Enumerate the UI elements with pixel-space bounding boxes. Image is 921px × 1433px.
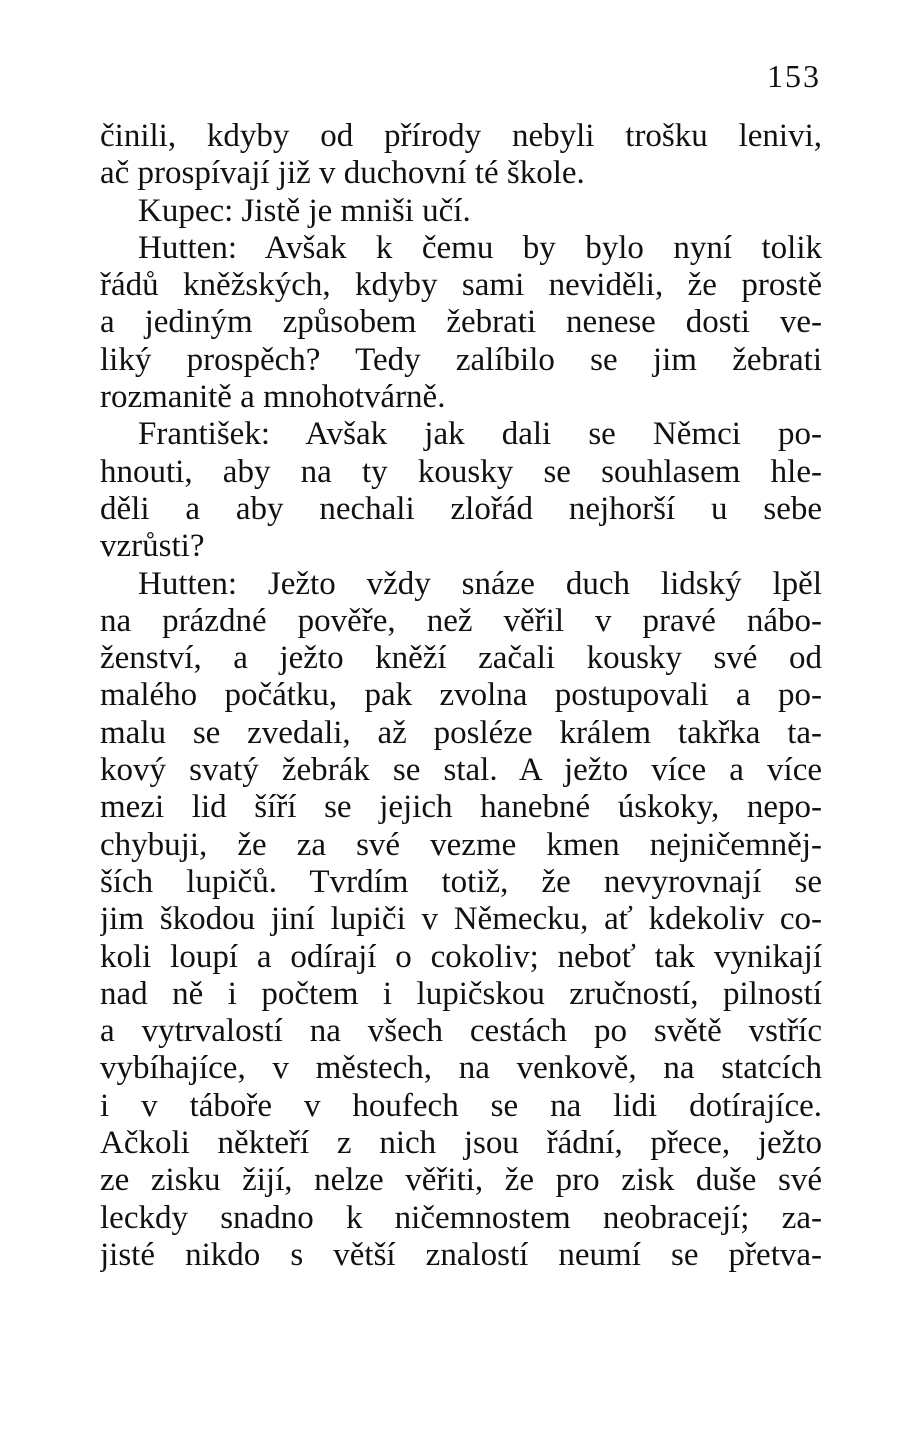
page-number: 153: [767, 58, 821, 94]
text-line: malého počátku, pak zvolna postupovali a po-: [100, 677, 822, 714]
text-line: vybíhajíce, v městech, na venkově, na statcích: [100, 1050, 822, 1087]
text-line: Hutten: Ježto vždy snáze duch lidský lpěl: [138, 565, 822, 602]
text-line: liký prospěch? Tedy zalíbilo se jim žebrati: [100, 341, 822, 378]
text-line: ších lupičů. Tvrdím totiž, že nevyrovnají se: [100, 863, 822, 900]
text-line: a vytrvalostí na všech cestách po světě vstříc: [100, 1013, 822, 1050]
text-line: Ačkoli někteří z nich jsou řádní, přece, ježto: [100, 1125, 822, 1162]
text-line: malu se zvedali, až posléze králem takřka ta-: [100, 714, 822, 751]
text-line: mezi lid šíří se jejich hanebné úskoky, nepo-: [100, 789, 822, 826]
body-text: [100, 118, 822, 1274]
text-line: hnouti, aby na ty kousky se souhlasem hle-: [100, 453, 822, 490]
text-line: ze zisku žijí, nelze věřiti, že pro zisk duše své: [100, 1162, 822, 1199]
text-line: nad ně i počtem i lupičskou zručností, pilností: [100, 975, 822, 1012]
text-line: rozmanitě a mnohotvárně.: [100, 379, 446, 416]
text-line: František: Avšak jak dali se Němci po-: [138, 416, 822, 453]
text-line: a jediným způsobem žebrati nenese dosti ve-: [100, 304, 822, 341]
text-line: Hutten: Avšak k čemu by bylo nyní tolik: [138, 229, 822, 266]
text-line: ženství, a ježto kněží začali kousky své od: [100, 640, 822, 677]
text-line: činili, kdyby od přírody nebyli trošku lenivi,: [100, 118, 822, 154]
text-line: chybuji, že za své vezme kmen nejničemněj-: [100, 826, 822, 863]
text-line: jisté nikdo s větší znalostí neumí se přetva-: [100, 1236, 822, 1273]
text-line: koli loupí a odírají o cokoliv; neboť tak vynikají: [100, 938, 822, 975]
text-line: ač prospívají již v duchovní té škole.: [100, 155, 585, 192]
text-line: kový svatý žebrák se stal. A ježto více a více: [100, 752, 822, 789]
text-line: na prázdné pověře, než věřil v pravé nábo-: [100, 602, 822, 639]
text-line: jim škodou jiní lupiči v Německu, ať kdekoliv co-: [100, 901, 822, 938]
text-line: děli a aby nechali zlořád nejhorší u sebe: [100, 490, 822, 527]
text-line: leckdy snadno k ničemnostem neobracejí; za-: [100, 1199, 822, 1236]
text-line: vzrůsti?: [100, 528, 205, 565]
text-line: řádů kněžských, kdyby sami neviděli, že prostě: [100, 267, 822, 304]
text-line: i v táboře v houfech se na lidi dotírajíce.: [100, 1087, 822, 1124]
text-line: Kupec: Jistě je mniši učí.: [138, 192, 471, 229]
